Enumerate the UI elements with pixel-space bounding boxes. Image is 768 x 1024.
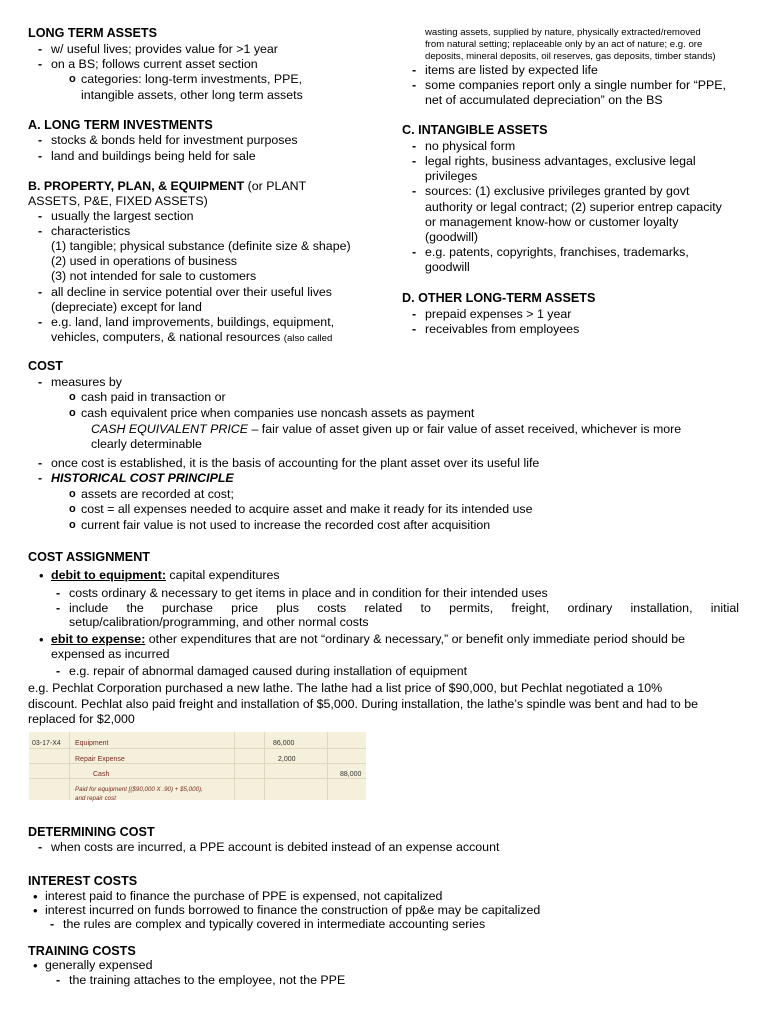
cash-equivalent-term: CASH EQUIVALENT PRICE — [91, 422, 248, 436]
list-item: - w/ useful lives; provides value for >1 year — [51, 42, 278, 57]
list-item-cont: or management know-how or customer loyalty — [425, 215, 679, 229]
list-item: • interest incurred on funds borrowed to finance the construction of pp&e may be capitalized — [45, 903, 540, 918]
journal-account-equipment: Equipment — [75, 740, 109, 747]
heading-cost-assignment: COST ASSIGNMENT — [28, 550, 150, 564]
list-item: - some companies report only a single number for “PPE, — [425, 78, 726, 93]
expense-text: other expenditures that are not “ordinary & necessary,” or benefit only immediate period should be — [145, 632, 686, 646]
natural-resources-note-2: from natural setting; replaceable only by an act of nature; e.g. ore — [425, 39, 703, 50]
heading-long-term-investments: A. LONG TERM INVESTMENTS — [28, 118, 213, 132]
list-item: - e.g. land, land improvements, buildings, equipment, — [51, 315, 334, 330]
characteristic-3: (3) not intended for sale to customers — [51, 269, 257, 283]
journal-entry-table — [29, 732, 366, 800]
journal-memo-2: and repair cost — [75, 795, 116, 802]
list-item: - stocks & bonds held for investment purposes — [51, 133, 298, 148]
ppe-examples-note: (also called — [283, 333, 333, 344]
list-item-cont — [51, 330, 332, 345]
journal-debit-repair: 2,000 — [278, 756, 296, 763]
cash-equivalent-text: – fair value of asset given up or fair value of asset received, whichever is more — [248, 422, 682, 436]
heading-ppe-line2: ASSETS, P&E, FIXED ASSETS) — [28, 194, 208, 208]
list-item: - e.g. patents, copyrights, franchises, trademarks, — [425, 245, 689, 260]
list-item: - sources: (1) exclusive privileges granted by govt — [425, 184, 689, 199]
list-item: - measures by — [51, 375, 122, 390]
heading-other-long-term-assets: D. OTHER LONG-TERM ASSETS — [402, 291, 596, 305]
heading-cost: COST — [28, 359, 63, 373]
list-item: • generally expensed — [45, 958, 152, 973]
list-item: - usually the largest section — [51, 209, 194, 224]
sub-item: o cash equivalent price when companies use noncash assets as payment — [81, 406, 474, 421]
journal-memo-1: Paid for equipment [($90,000 X .90) + $5,000), — [75, 786, 203, 793]
sub-item: o cash paid in transaction or — [81, 390, 226, 405]
list-item: - include the purchase price plus costs related to permits, freight, ordinary installation, initial — [69, 601, 739, 616]
list-item: - land and buildings being held for sale — [51, 149, 256, 164]
journal-account-cash: Cash — [93, 771, 110, 778]
list-item: - all decline in service potential over their useful lives — [51, 285, 332, 300]
list-item: - once cost is established, it is the basis of accounting for the plant asset over its useful life — [51, 456, 539, 471]
debit-equipment-item — [51, 568, 280, 583]
list-item-cont: (depreciate) except for land — [51, 300, 202, 314]
cash-equivalent-definition — [91, 422, 681, 437]
journal-debit-equipment: 86,000 — [273, 740, 295, 747]
cash-equivalent-definition-cont: clearly determinable — [91, 437, 202, 451]
heading-ppe — [28, 179, 306, 194]
example-line-2: discount. Pechlat also paid freight and installation of $5,000. During installation, the lathe’s spindle was bent and had to be — [28, 697, 699, 711]
list-item-cont: goodwill — [425, 260, 470, 274]
heading-ppe-rest: (or PLANT — [244, 179, 307, 193]
sub-item-cont: intangible assets, other long term assets — [81, 88, 303, 102]
heading-intangible-assets: C. INTANGIBLE ASSETS — [402, 123, 548, 137]
list-item-cont: (goodwill) — [425, 230, 479, 244]
list-item: - when costs are incurred, a PPE account is debited instead of an expense account — [51, 840, 499, 855]
list-item: • interest paid to finance the purchase of PPE is expensed, not capitalized — [45, 889, 442, 904]
heading-long-term-assets: LONG TERM ASSETS — [28, 26, 157, 40]
debit-equipment-text: capital expenditures — [165, 568, 280, 582]
natural-resources-note-1: wasting assets, supplied by nature, physically extracted/removed — [425, 27, 701, 38]
list-item: - on a BS; follows current asset section — [51, 57, 258, 72]
journal-credit-cash: 88,000 — [340, 771, 362, 778]
heading-ppe-bold: B. PROPERTY, PLAN, & EQUIPMENT — [28, 179, 245, 193]
natural-resources-note-3: deposits, mineral deposits, oil reserves, gas deposits, timber stands) — [425, 51, 716, 62]
heading-interest-costs: INTEREST COSTS — [28, 874, 138, 888]
list-item: - characteristics — [51, 224, 130, 239]
list-item-cont: privileges — [425, 169, 478, 183]
list-item-cont: authority or legal contract; (2) superior entrep capacity — [425, 200, 722, 214]
expense-label: ebit to expense: — [51, 632, 146, 646]
sub-item: o assets are recorded at cost; — [81, 487, 234, 502]
list-item: - costs ordinary & necessary to get items in place and in condition for their intended uses — [69, 586, 548, 601]
list-item: - prepaid expenses > 1 year — [425, 307, 571, 322]
list-item: - no physical form — [425, 139, 515, 154]
example-line-1: e.g. Pechlat Corporation purchased a new lathe. The lathe had a list price of $90,000, but Pechlat negotiated a 10% — [28, 681, 663, 695]
list-item: - the rules are complex and typically covered in intermediate accounting series — [63, 917, 485, 932]
list-item-cont: net of accumulated depreciation” on the BS — [425, 93, 663, 107]
ppe-examples: vehicles, computers, & national resources — [51, 330, 284, 344]
sub-item: o categories: long-term investments, PPE, — [81, 72, 302, 87]
list-item: - receivables from employees — [425, 322, 579, 337]
heading-determining-cost: DETERMINING COST — [28, 825, 155, 839]
journal-account-repair: Repair Expense — [75, 756, 125, 763]
characteristic-1: (1) tangible; physical substance (definite size & shape) — [51, 239, 351, 253]
list-item: - items are listed by expected life — [425, 63, 598, 78]
characteristic-2: (2) used in operations of business — [51, 254, 237, 268]
example-line-3: replaced for $2,000 — [28, 712, 135, 726]
expense-item — [51, 632, 685, 647]
list-item: - the training attaches to the employee, not the PPE — [69, 973, 345, 988]
debit-equipment-label: debit to equipment: — [51, 568, 166, 582]
expense-item-cont: expensed as incurred — [51, 647, 170, 661]
list-item: - e.g. repair of abnormal damaged caused during installation of equipment — [69, 664, 467, 679]
journal-date: 03-17-X4 — [32, 740, 61, 747]
list-item: - legal rights, business advantages, exclusive legal — [425, 154, 696, 169]
list-item-cont: setup/calibration/programming, and other normal costs — [69, 615, 369, 629]
sub-item: o cost = all expenses needed to acquire asset and make it ready for its intended use — [81, 502, 533, 517]
historical-cost-principle: - HISTORICAL COST PRINCIPLE — [51, 471, 234, 486]
heading-training-costs: TRAINING COSTS — [28, 944, 136, 958]
sub-item: o current fair value is not used to increase the recorded cost after acquisition — [81, 518, 490, 533]
